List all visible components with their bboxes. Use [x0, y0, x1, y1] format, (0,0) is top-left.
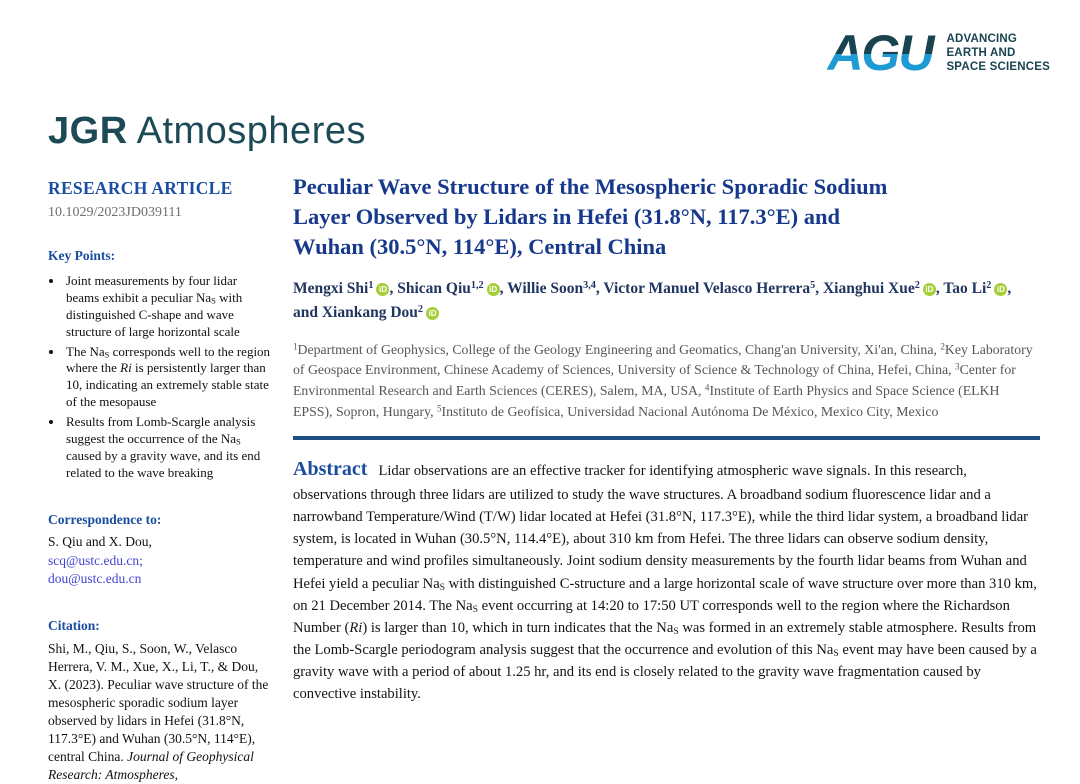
author-list [293, 277, 1040, 325]
author: and Xiankang Dou$^2$ iD [293, 304, 439, 321]
key-point-item: • The $Na_S$ corresponds well to the region where the Ri is persistently larger than 10, indicating an extremely stable state of the mesopause [64, 344, 272, 412]
correspondence-heading: Correspondence to: [48, 511, 162, 527]
orcid-icon[interactable]: iD [376, 283, 389, 296]
left-sidebar [48, 178, 272, 784]
section-divider [293, 436, 1040, 440]
author: Mengxi Shi$^1$ iD , [293, 279, 398, 297]
text-line: Peculiar Wave Structure of the Mesospheric Sporadic Sodium [293, 174, 888, 199]
author: Shican Qiu$^{1,2}$ iD , [397, 279, 508, 297]
correspondence-email-link[interactable]: scq@ustc.edu.cn; [48, 552, 143, 568]
text-line: Wuhan (30.5°N, 114°E), Central China [293, 233, 667, 259]
article-body [293, 172, 1040, 706]
orcid-icon[interactable]: iD [923, 283, 936, 296]
key-points-heading: Key Points: [48, 248, 116, 263]
journal-title [48, 110, 366, 153]
article-type-label: RESEARCH ARTICLE [48, 178, 233, 198]
orcid-icon[interactable]: iD [487, 283, 500, 296]
key-point-item: • Joint measurements by four lidar beams exhibit a peculiar $Na_S$ with distinguished C-shape and wave structure of large horizontal scale [64, 273, 272, 341]
author: Willie Soon$^{3,4}$, [507, 279, 604, 297]
author: Tao Li$^2$ iD , [943, 279, 1012, 297]
article-doi: 10.1029/2023JD039111 [48, 205, 182, 220]
correspondence-email-link[interactable]: dou@ustc.edu.cn [48, 571, 142, 587]
affiliations: $^1$Department of Geophysics, College of the Geology Engineering and Geomatics, Chang'an University, Xi'an, China, $^2$Key Laboratory of Geospace Environment, Chinese Academy of Sciences, University of Science & Technology of China, Hefei, China, $^3$Center for Environmental Research and Earth Sciences (CERES), Salem, MA, USA, $^4$Institute of Earth Physics and Space Science (ELKH EPSS), Sopron, Hungary, $^5$Instituto de Geofísica, Universidad Nacional Autónoma De México, Mexico City, Mexico [293, 341, 1033, 419]
key-point-item: • Results from Lomb-Scargle analysis suggest the occurrence of the $Na_S$ caused by a gravity wave, and its end related to the wave breaking [64, 414, 272, 482]
text-line: Layer Observed by Lidars in Hefei (31.8°N, 117.3°E) and [293, 203, 840, 229]
text-line: SPACE SCIENCES [946, 61, 1050, 73]
abstract-paragraph [293, 454, 1040, 706]
agu-logo [827, 25, 1050, 81]
correspondence-names: S. Qiu and X. Dou, [48, 533, 152, 549]
abstract-heading: Abstract [293, 457, 368, 480]
journal-title-acronym: JGR [48, 110, 128, 152]
text-line: ADVANCING [946, 32, 1018, 45]
author: Victor Manuel Velasco Herrera$^5$, [603, 279, 823, 297]
text-line: EARTH AND [946, 46, 1016, 59]
orcid-icon[interactable]: iD [426, 307, 439, 320]
agu-logo-text: AGU [827, 28, 937, 78]
orcid-icon[interactable]: iD [994, 283, 1007, 296]
citation-heading: Citation: [48, 618, 100, 634]
key-points-list [48, 273, 272, 482]
journal-title-name: Atmospheres [127, 110, 366, 152]
author: Xianghui Xue$^2$ iD , [822, 279, 944, 297]
article-title [293, 172, 1040, 262]
abstract-text: Lidar observations are an effective tracker for identifying atmospheric wave signals. In this research, observations through three lidars are utilized to study the wave structures. A broadband sodium fluorescence lidar and a narrowband Temperature/Wind (T/W) lidar located at Hefei (31.8°N, 117.3°E), while the third lidar system, a broadband lidar system, is located in Wuhan (30.5°N, 114.4°E), about 310 km from Hefei. The three lidars can observe sodium density, temperature and wind profiles simultaneously. Joint sodium density measurements by the fourth lidar beams from Wuhan and Hefei yield a peculiar $Na_S$ with distinguished C-structure and a large horizontal scale of wave structure over more than 310 km, on 21 December 2014. The $Na_S$ event occurring at 14:20 to 17:50 UT corresponds well to the region where the Richardson Number (Ri) is larger than 10, which in turn indicates that the $Na_S$ was formed in an extremely stable atmosphere. Results from the Lomb-Scargle periodogram analysis suggest that the occurrence and evolution of this $Na_S$ event may have been caused by a gravity wave with a period of about 1.25 hr, and its end is closely related to the gravity wave fragmentation caused by convective instability. [293, 462, 1037, 703]
agu-logo-tagline [946, 32, 1050, 74]
citation-text: Shi, M., Qiu, S., Soon, W., Velasco Herrera, V. M., Xue, X., Li, T., & Dou, X. (2023). Peculiar wave structure of the mesospheric sporadic sodium layer observed by lidars in Hefei (31.8°N, 117.3°E) and Wuhan (30.5°N, 114°E), central China. Journal of Geophysical Research: Atmospheres, [48, 641, 269, 783]
